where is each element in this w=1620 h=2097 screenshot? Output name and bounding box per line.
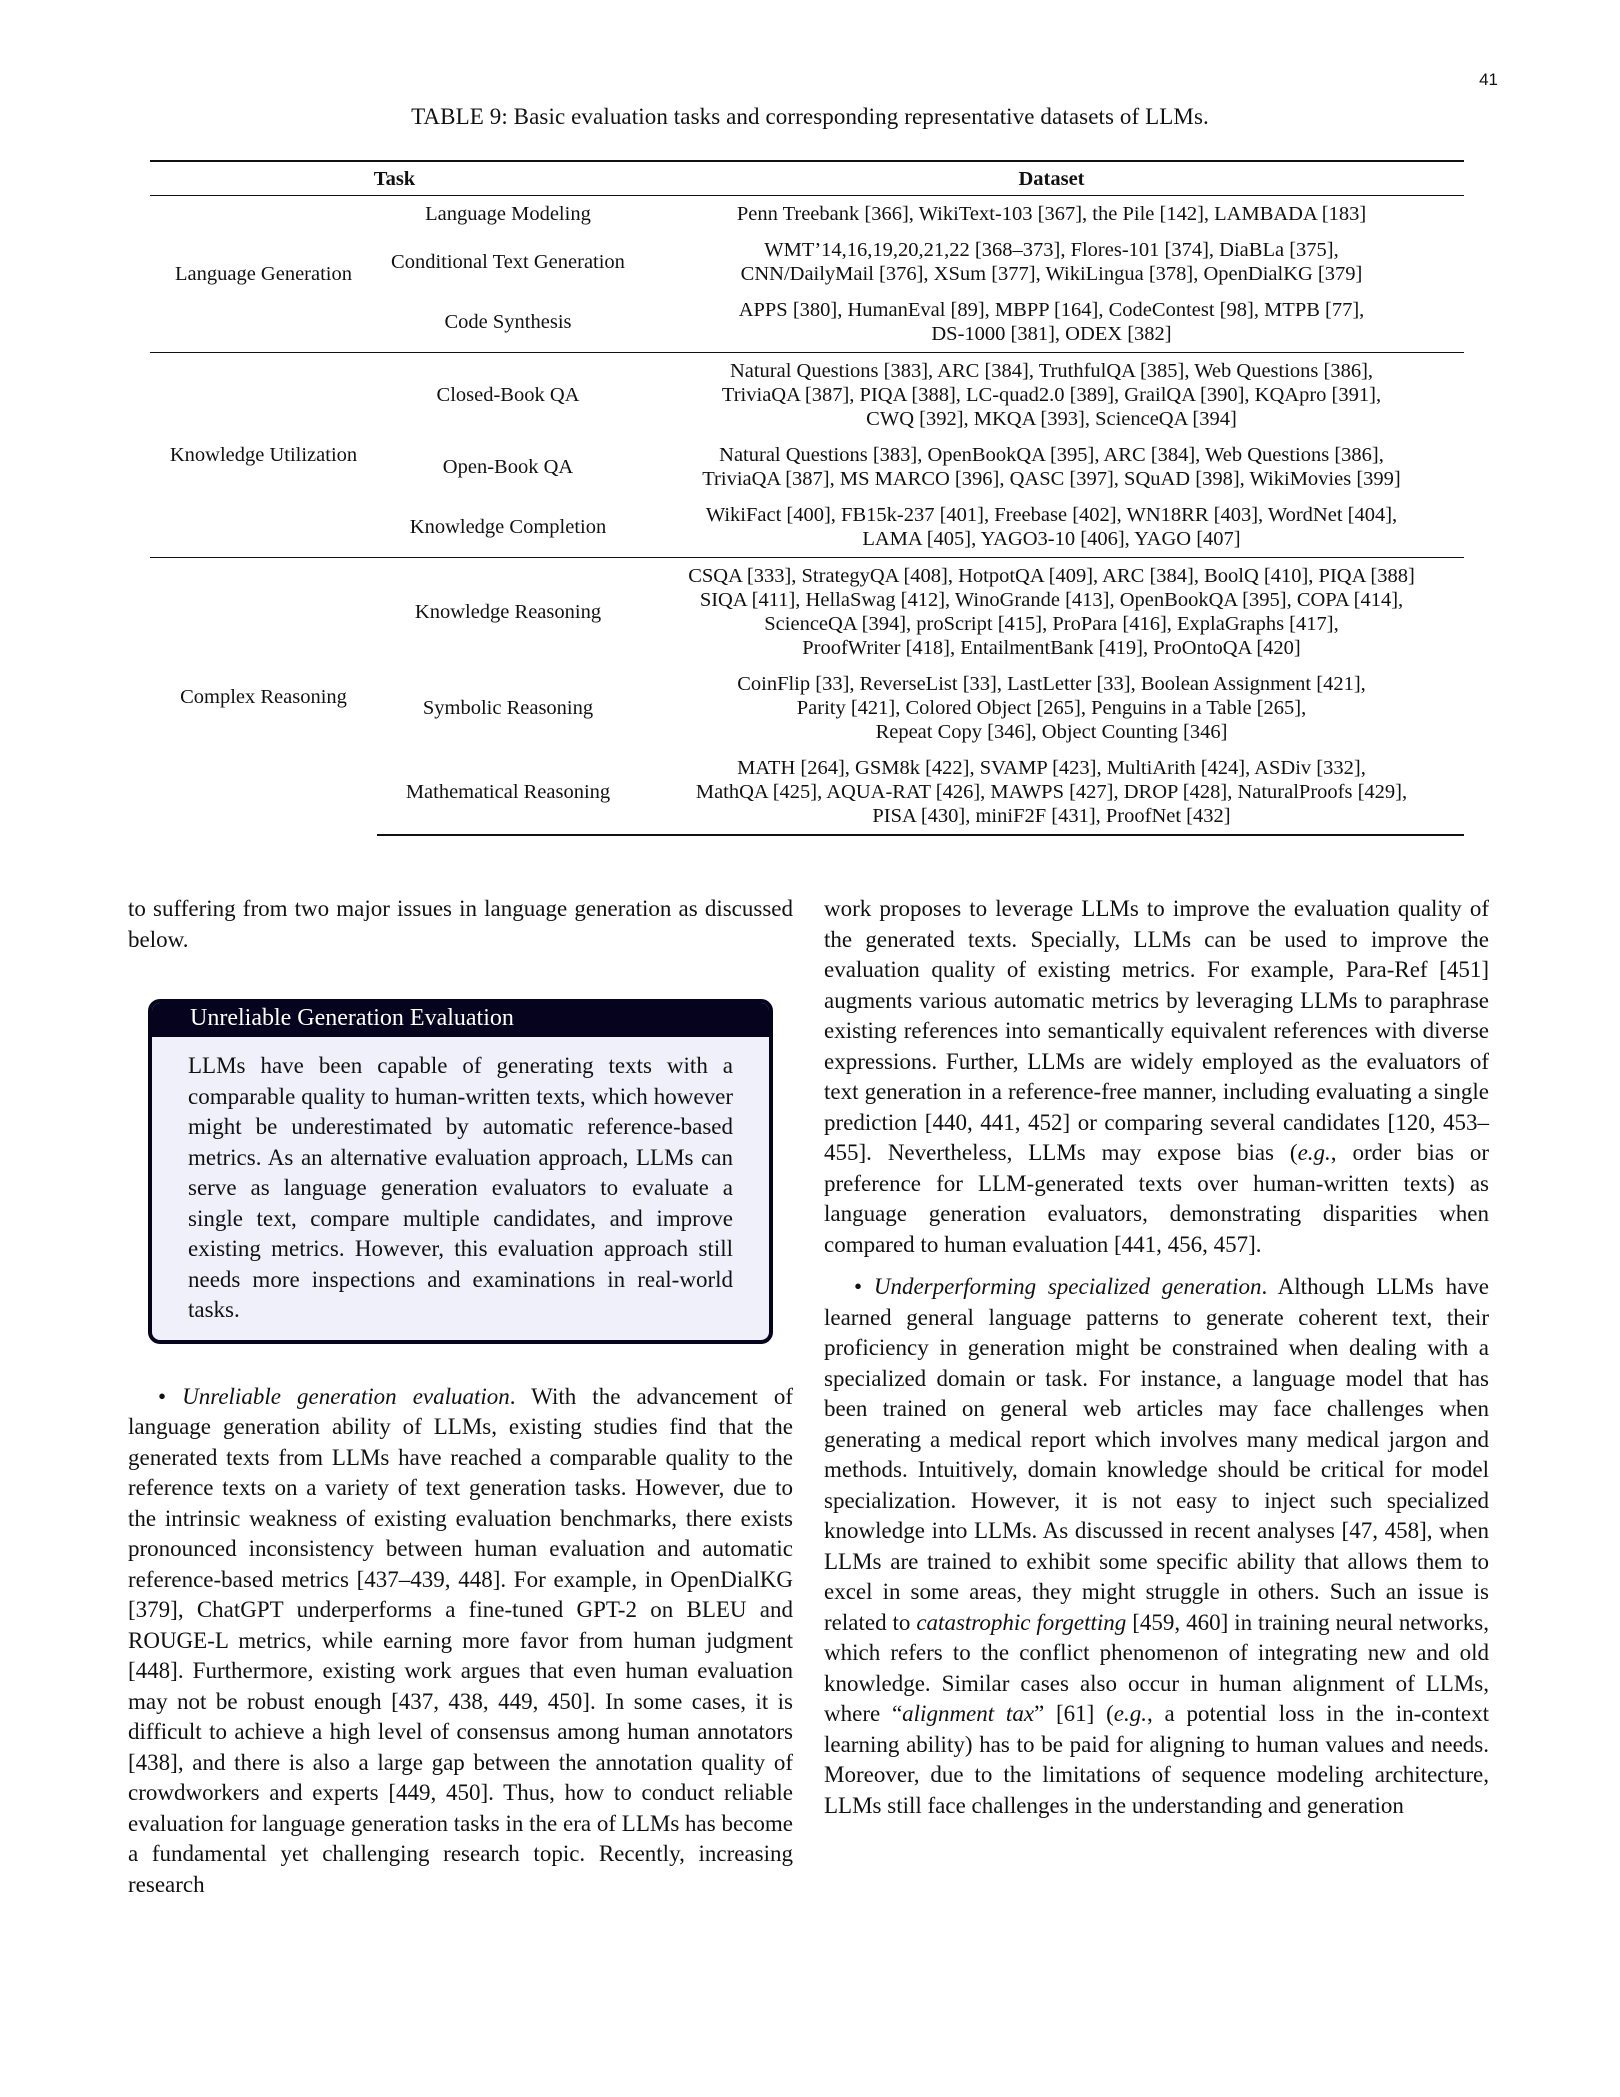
category-cell: Complex Reasoning bbox=[150, 558, 377, 836]
paragraph-text: . With the advancement of language generation ability of LLMs, existing studies find that the generated texts from LLMs have reached a comparable quality to the reference texts on a variety of text generation tasks. However, due to the intrinsic weakness of existing evaluation benchmarks, there exists pronounced inconsistency between human evaluation and automatic reference-based metrics [437–439, 448]. For example, in OpenDialKG [379], ChatGPT underperforms a fine-tuned GPT-2 on BLEU and ROUGE-L metrics, while earning more favor from human judgment [448]. Furthermore, existing work argues that even human evaluation may not be robust enough [437, 438, 449, 450]. In some cases, it is difficult to achieve a high level of consensus among human annotators [438], and there is also a large gap between the annotation quality of crowdworkers and experts [449, 450]. Thus, how to conduct reliable evaluation for language generation tasks in the era of LLMs has become a fundamental yet challenging research topic. Recently, increasing research bbox=[128, 1383, 794, 1897]
paragraph-specialized-generation bbox=[824, 1272, 1489, 1821]
task-cell: Open-Book QA bbox=[442, 456, 574, 478]
dataset-line: DS-1000 [381], ODEX [382] bbox=[931, 323, 1172, 345]
dataset-line: SIQA [411], HellaSwag [412], WinoGrande [413], OpenBookQA [395], COPA [414], bbox=[699, 589, 1404, 611]
dataset-line: ProofWriter [418], EntailmentBank [419], ProOntoQA [420] bbox=[802, 637, 1301, 659]
dataset-cell bbox=[639, 666, 1464, 750]
paragraph-text: , order bias or preference for LLM-generated texts over human-written texts) as language generation evaluators, demonstrating disparities when compared to human evaluation [441, 456, 457]. bbox=[824, 1140, 1489, 1257]
table-body bbox=[150, 196, 1464, 836]
task-cell: Language Modeling bbox=[377, 196, 639, 233]
task-cell: Mathematical Reasoning bbox=[377, 750, 639, 835]
task-cell: Knowledge Completion bbox=[409, 516, 607, 538]
dataset-line: CoinFlip [33], ReverseList [33], LastLetter [33], Boolean Assignment [421], bbox=[737, 673, 1366, 695]
intro-paragraph: to suffering from two major issues in language generation as discussed below. bbox=[128, 896, 793, 952]
dataset-line: CNN/DailyMail [376], XSum [377], WikiLingua [378], OpenDialKG [379] bbox=[740, 263, 1363, 285]
category-cell: Knowledge Utilization bbox=[150, 353, 377, 558]
evaluation-tasks-table bbox=[150, 160, 1464, 836]
dataset-cell bbox=[639, 437, 1464, 497]
dataset-cell bbox=[639, 558, 1464, 667]
paragraph-text: work proposes to leverage LLMs to improve the evaluation quality of the generated texts. Specially, LLMs can be used to improve the evaluation quality of existing metrics. For example, Para-Ref [451] augments various automatic metrics by leveraging LLMs to paraphrase existing references into semantically equivalent references with diverse expressions. Further, LLMs are widely employed as the evaluators of text generation in a reference-free manner, including evaluating a single prediction [440, 441, 452] or comparing several candidates [120, 453–455]. Nevertheless, LLMs may expose bias ( bbox=[824, 896, 1489, 1165]
left-column bbox=[128, 894, 793, 1900]
dataset-line: APPS [380], HumanEval [89], MBPP [164], CodeContest [98], MTPB [77], bbox=[738, 299, 1365, 321]
summary-box bbox=[148, 999, 773, 1344]
category-cell: Language Generation bbox=[150, 196, 377, 353]
dataset-line: Natural Questions [383], OpenBookQA [395], ARC [384], Web Questions [386], bbox=[719, 444, 1384, 466]
term-catastrophic-forgetting: catastrophic forgetting bbox=[916, 1609, 1127, 1635]
paragraph-lead: Unreliable generation evaluation bbox=[182, 1383, 510, 1409]
dataset-line: CWQ [392], MKQA [393], ScienceQA [394] bbox=[866, 408, 1237, 430]
table-row bbox=[150, 558, 1464, 667]
dataset-cell bbox=[639, 750, 1464, 835]
dataset-line: CSQA [333], StrategyQA [408], HotpotQA [409], ARC [384], BoolQ [410], PIQA [388] bbox=[688, 565, 1415, 587]
summary-box-body: LLMs have been capable of generating texts with a comparable quality to human-written texts, which however might be underestimated by automatic reference-based metrics. As an alternative evaluation approach, LLMs can serve as language generation evaluators to evaluate a single text, compare multiple candidates, and improve existing metrics. However, this evaluation approach still needs more inspections and examinations in real-world tasks. bbox=[188, 1053, 733, 1322]
header-dataset: Dataset bbox=[639, 161, 1464, 196]
dataset-line: Repeat Copy [346], Object Counting [346] bbox=[875, 721, 1228, 743]
term-alignment-tax: alignment tax bbox=[902, 1701, 1035, 1726]
header-task: Task bbox=[150, 161, 639, 196]
paragraph-lead: Underperforming specialized generation bbox=[873, 1274, 1262, 1299]
dataset-cell bbox=[639, 292, 1464, 353]
task-cell: Closed-Book QA bbox=[377, 353, 639, 438]
table-header-row bbox=[150, 161, 1464, 196]
page-number: 41 bbox=[1479, 70, 1498, 89]
summary-box-title: Unreliable Generation Evaluation bbox=[152, 1003, 769, 1037]
eg-abbrev: e.g. bbox=[1113, 1701, 1147, 1726]
task-cell: Knowledge Reasoning bbox=[377, 558, 639, 667]
dataset-line: TriviaQA [387], MS MARCO [396], QASC [397], SQuAD [398], WikiMovies [399] bbox=[702, 468, 1401, 490]
paragraph-evaluation-continued bbox=[824, 894, 1489, 1260]
dataset-line: Parity [421], Colored Object [265], Penguins in a Table [265], bbox=[796, 697, 1307, 719]
paragraph-text: [459, 460] in training neural networks, which refers to the conflict phenomenon of integrating new and old knowledge. Similar cases also occur in human alignment of LLMs, where “ bbox=[824, 1609, 1489, 1726]
bullet-icon: • bbox=[158, 1383, 167, 1409]
dataset-line: LAMA [405], YAGO3-10 [406], YAGO [407] bbox=[862, 528, 1241, 550]
task-cell: Symbolic Reasoning bbox=[422, 697, 594, 719]
dataset-cell bbox=[639, 353, 1464, 438]
dataset-line: WikiFact [400], FB15k-237 [401], Freebase [402], WN18RR [403], WordNet [404], bbox=[705, 504, 1398, 526]
paragraph-text: ” [61] ( bbox=[1034, 1701, 1114, 1726]
paragraph-text: , a potential loss in the in-context learning ability) has to be paid for aligning to human values and needs. Moreover, due to the limitations of sequence modeling architecture, LLMs still face challenges in the understanding and generation bbox=[824, 1701, 1490, 1818]
paragraph-unreliable-evaluation bbox=[128, 1382, 793, 1901]
dataset-line: TriviaQA [387], PIQA [388], LC-quad2.0 [389], GrailQA [390], KQApro [391], bbox=[721, 384, 1382, 406]
task-cell: Conditional Text Generation bbox=[391, 251, 625, 273]
bullet-icon: • bbox=[854, 1274, 863, 1299]
dataset-cell bbox=[639, 497, 1464, 558]
dataset-line: MATH [264], GSM8k [422], SVAMP [423], MultiArith [424], ASDiv [332], bbox=[737, 757, 1366, 779]
dataset-line: ScienceQA [394], proScript [415], ProPara [416], ExplaGraphs [417], bbox=[764, 613, 1339, 635]
table-row bbox=[150, 196, 1464, 233]
right-column bbox=[824, 894, 1489, 1821]
eg-abbrev: e.g. bbox=[1297, 1140, 1331, 1165]
paragraph-text: . Although LLMs have learned general language patterns to generate coherent text, their proficiency in generation might be constrained when dealing with a specialized domain or task. For instance, a language model that has been trained on general web articles may face challenges when generating a medical report which involves many medical jargon and methods. Intuitively, domain knowledge should be critical for model specialization. However, it is not easy to inject such specialized knowledge into LLMs. As discussed in recent analyses [47, 458], when LLMs are trained to exhibit some specific ability that allows them to excel in some areas, they might struggle in others. Such an issue is related to bbox=[824, 1274, 1489, 1635]
dataset-cell bbox=[639, 232, 1464, 292]
table-caption: TABLE 9: Basic evaluation tasks and corresponding representative datasets of LLMs. bbox=[411, 104, 1209, 129]
task-cell: Code Synthesis bbox=[444, 311, 572, 333]
table-row bbox=[150, 353, 1464, 438]
dataset-line: MathQA [425], AQUA-RAT [426], MAWPS [427], DROP [428], NaturalProofs [429], bbox=[695, 781, 1408, 803]
dataset-line: Penn Treebank [366], WikiText-103 [367], the Pile [142], LAMBADA [183] bbox=[736, 203, 1367, 225]
dataset-cell bbox=[639, 196, 1464, 233]
dataset-line: PISA [430], miniF2F [431], ProofNet [432] bbox=[872, 805, 1231, 827]
dataset-line: Natural Questions [383], ARC [384], TruthfulQA [385], Web Questions [386], bbox=[729, 360, 1374, 382]
dataset-line: WMT’14,16,19,20,21,22 [368–373], Flores-101 [374], DiaBLa [375], bbox=[764, 239, 1339, 261]
